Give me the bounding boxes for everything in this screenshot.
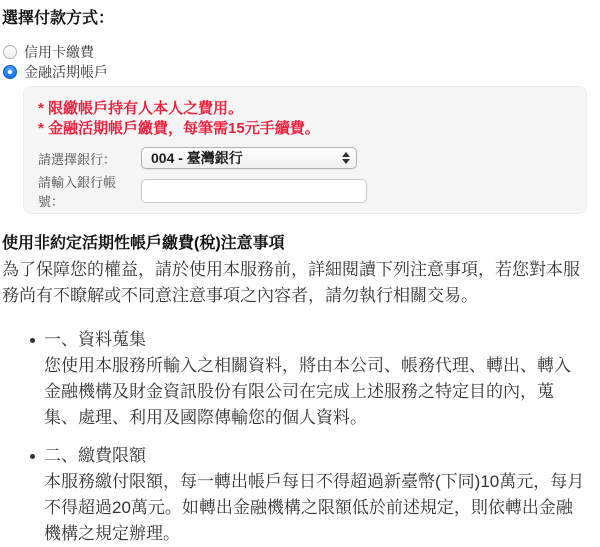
radio-checked-icon[interactable] — [3, 65, 17, 79]
warning-handling-fee: * 金融活期帳戶繳費，每筆需15元手續費。 — [38, 120, 320, 137]
bank-account-row — [38, 175, 572, 209]
notice-item-line: 本服務繳付限額，每一轉出帳戶每日不得超過新臺幣(下同)10萬元，每月 — [44, 472, 585, 491]
select-stepper-icon — [342, 152, 350, 164]
notice-item-title: 二、繳費限額 — [44, 446, 146, 465]
bank-account-input[interactable] — [141, 179, 367, 203]
notice-item-line: 金融機構及財金資訊股份有限公司在完成上述服務之特定目的內，蒐 — [44, 382, 554, 401]
account-input-label: 請輸入銀行帳號： — [38, 175, 117, 209]
warning-account-holder: * 限繳帳戶持有人本人之費用。 — [38, 100, 244, 117]
notice-intro-line: 務尚有不瞭解或不同意注意事項之內容者，請勿執行相關交易。 — [2, 286, 478, 305]
notice-heading: 使用非約定活期性帳戶繳費(稅)注意事項 — [2, 235, 285, 252]
notice-intro-line: 為了保障您的權益，請於使用本服務前，詳細閱讀下列注意事項，若您對本服 — [2, 260, 580, 279]
bank-select-value: 004 - 臺灣銀行 — [151, 150, 243, 166]
bank-select[interactable] — [141, 147, 357, 169]
radio-label-credit-card[interactable]: 信用卡繳費 — [24, 44, 94, 60]
payment-method-title: 選擇付款方式： — [2, 10, 115, 27]
notice-item-title: 一、資料蒐集 — [44, 330, 146, 349]
notice-list — [2, 327, 600, 547]
radio-unchecked-icon[interactable] — [3, 45, 17, 59]
notice-item-data-collection — [44, 327, 600, 431]
stepper-up-arrow-icon — [342, 152, 350, 157]
notice-item-line: 集、處理、利用及國際傳輸您的個人資料。 — [44, 408, 367, 427]
radio-label-bank-account[interactable]: 金融活期帳戶 — [24, 64, 108, 80]
bank-select-row — [38, 147, 572, 169]
notice-item-line: 機構之規定辦理。 — [44, 524, 180, 543]
notice-section — [2, 231, 600, 547]
notice-intro — [2, 257, 600, 309]
stepper-down-arrow-icon — [342, 159, 350, 164]
notice-item-line: 不得超過20萬元。如轉出金融機構之限額低於前述規定，則依轉出金融 — [44, 498, 573, 517]
radio-option-bank-account[interactable] — [3, 62, 600, 82]
notice-item-line: 您使用本服務所輸入之相關資料，將由本公司、帳務代理、轉出、轉入 — [44, 356, 571, 375]
notice-item-payment-limit — [44, 443, 600, 547]
bank-account-panel — [23, 86, 587, 214]
radio-option-credit-card[interactable] — [3, 42, 600, 62]
bank-select-label: 請選擇銀行： — [38, 151, 117, 167]
